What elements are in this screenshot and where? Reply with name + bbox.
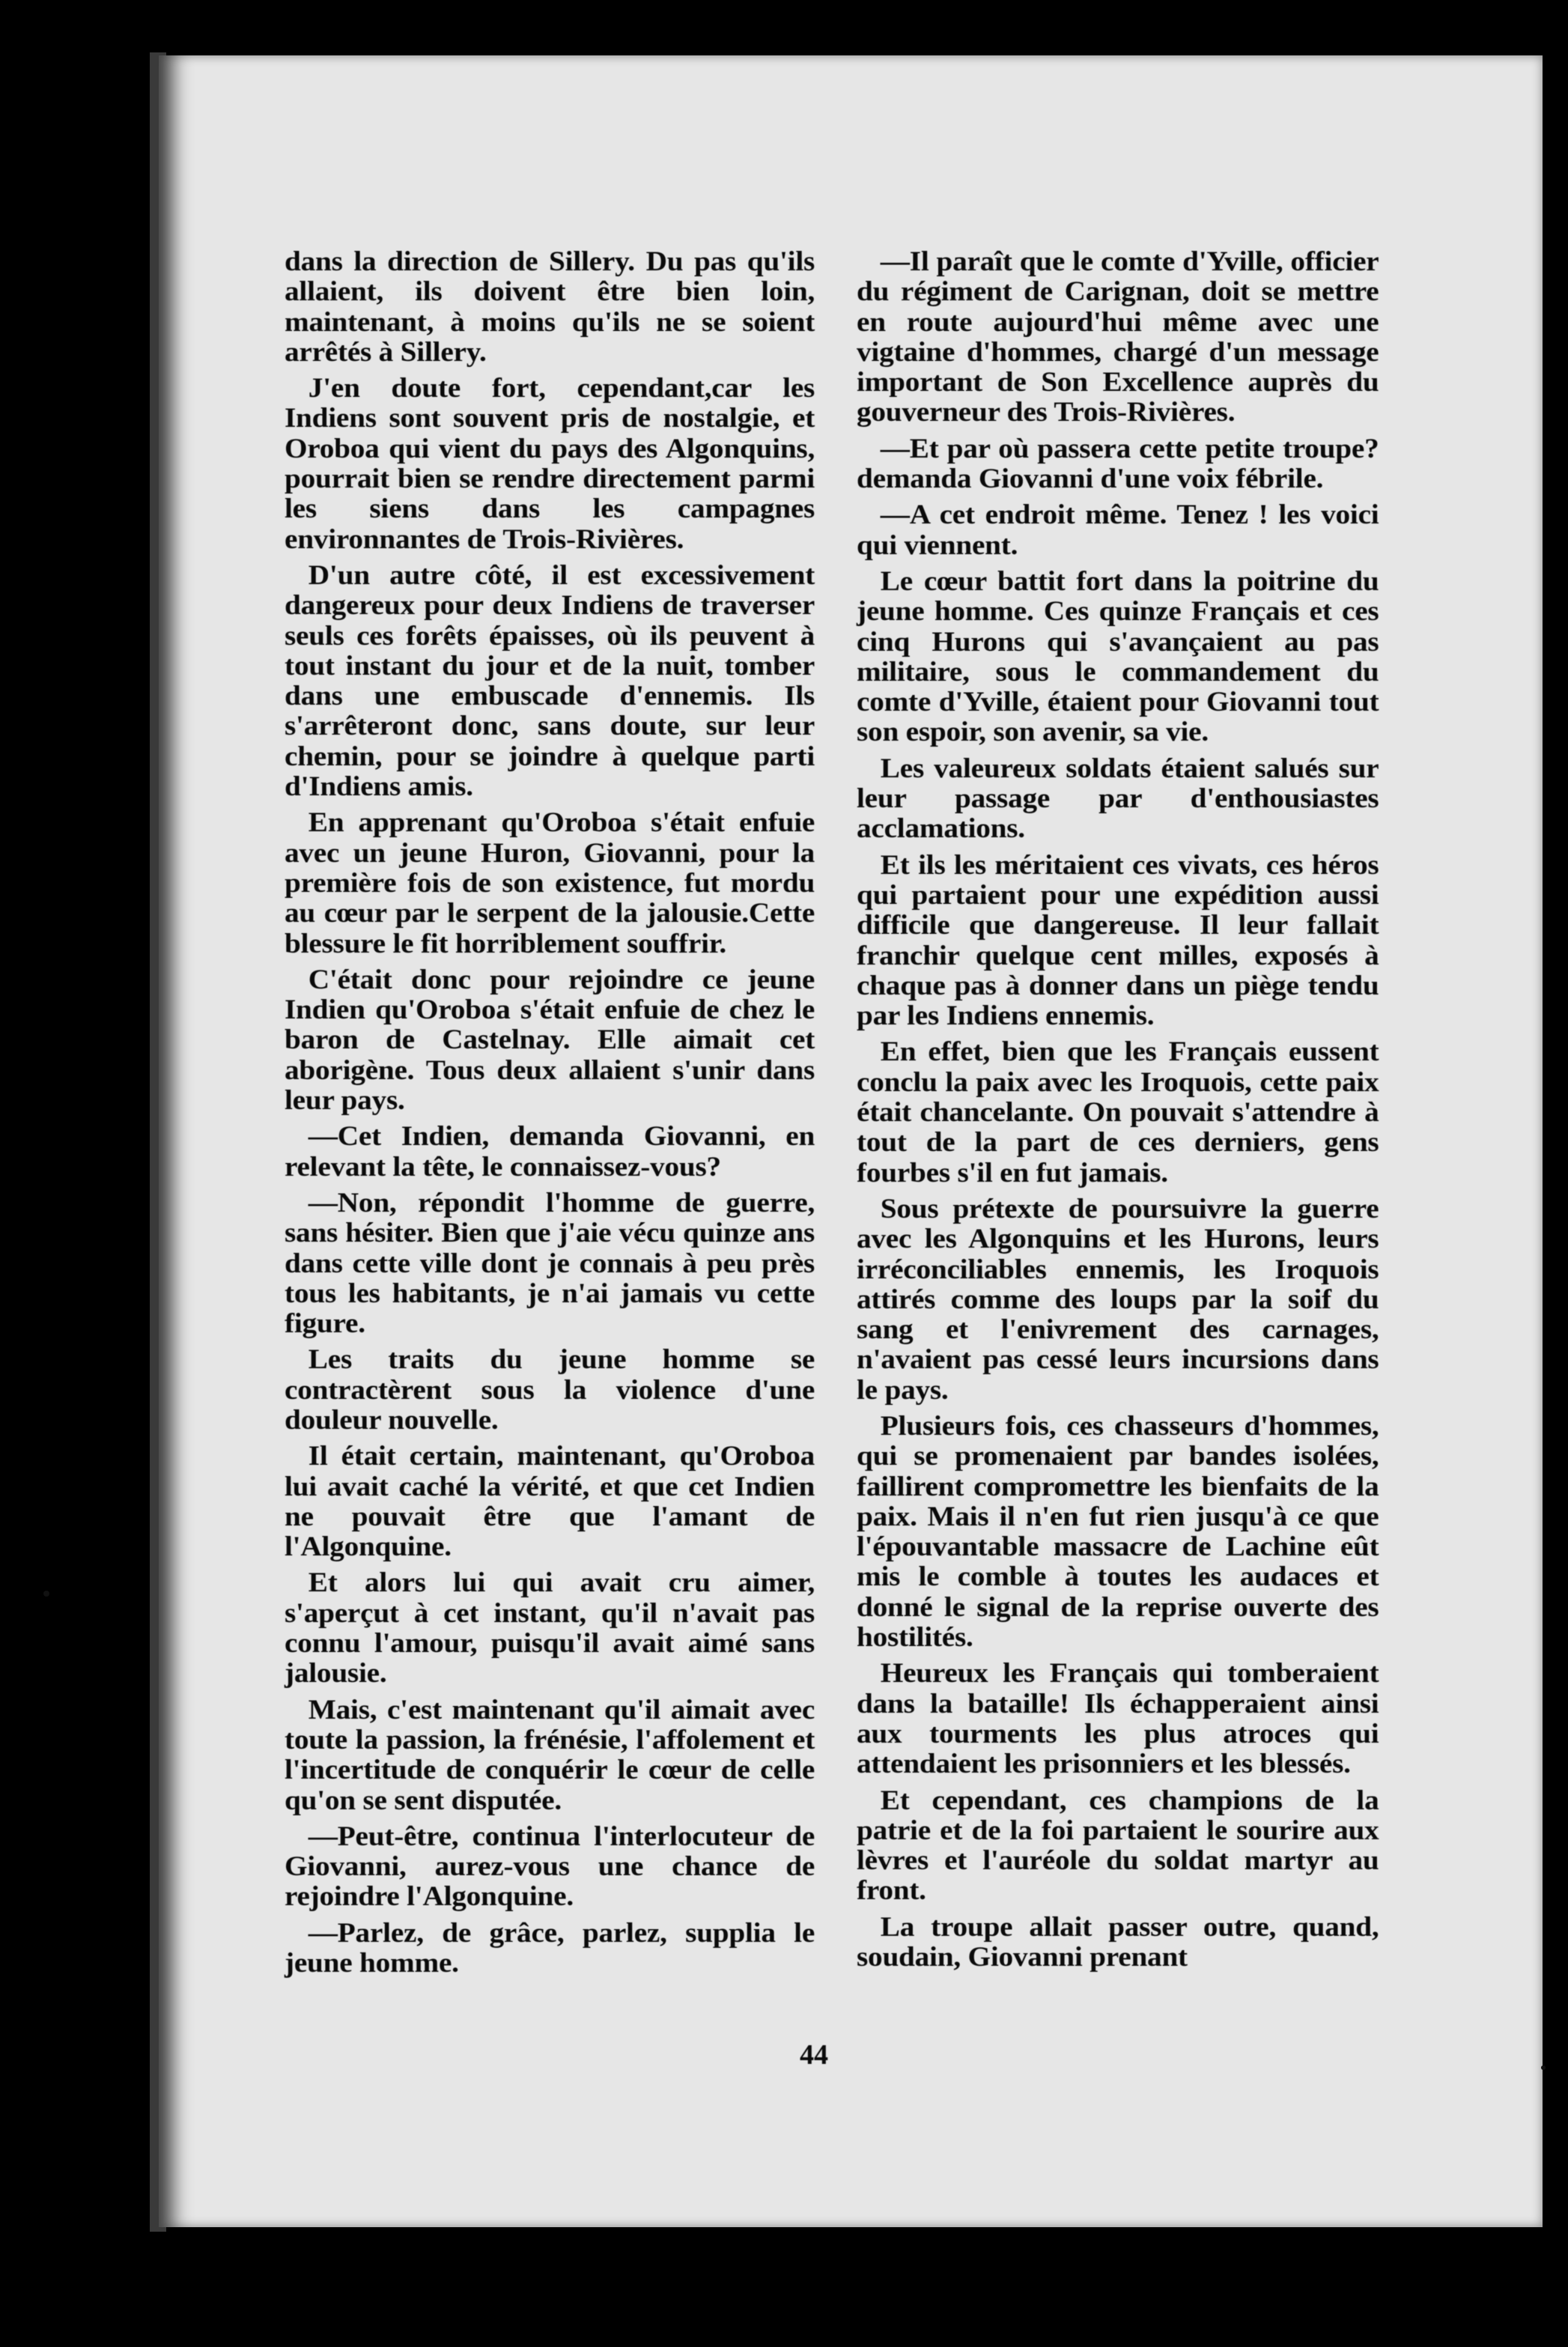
paragraph: J'en doute fort, cependant,car les Indiens sont souvent pris de nostalgie, et Oroboa qui vient du pays des Algonquins, pourrait bien se rendre directement parmi les siens dans les campagnes environnantes de Trois-Rivières.: [285, 373, 815, 555]
paragraph: En effet, bien que les Français eussent conclu la paix avec les Iroquois, cette paix était chancelante. On pouvait s'attendre à tout de la part de ces derniers, gens fourbes s'il en fut jamais.: [857, 1036, 1379, 1188]
paragraph: En apprenant qu'Oroboa s'était enfuie avec un jeune Huron, Giovanni, pour la première fois de son existence, fut mordu au cœur par le serpent de la jalousie.Cette blessure le fit horriblement souffrir.: [285, 807, 815, 959]
paragraph: —Non, répondit l'homme de guerre, sans hésiter. Bien que j'aie vécu quinze ans dans cette ville dont je connais à peu près tous les habitants, je n'ai jamais vu cette figure.: [285, 1187, 815, 1340]
paragraph: Les valeureux soldats étaient salués sur leur passage par d'enthousiastes acclamations.: [857, 753, 1379, 845]
paragraph: La troupe allait passer outre, quand, soudain, Giovanni prenant: [857, 1911, 1379, 1973]
paragraph: Il était certain, maintenant, qu'Oroboa lui avait caché la vérité, et que cet Indien ne pouvait être que l'amant de l'Algonquine.: [285, 1441, 815, 1563]
paragraph: —Et par où passera cette petite troupe? demanda Giovanni d'une voix fébrile.: [857, 433, 1379, 495]
paragraph: Et cependant, ces champions de la patrie et de la foi partaient le sourire aux lèvres et l'auréole du soldat martyr au front.: [857, 1785, 1379, 1907]
page-number: 44: [800, 2039, 828, 2071]
paragraph: Sous prétexte de poursuivre la guerre avec les Algonquins et les Hurons, leurs irréconciliables ennemis, les Iroquois attirés comme des loups par la soif du sang et l'enivrement des carnages, n'avaient pas cessé leurs incursions dans le pays.: [857, 1193, 1379, 1406]
paragraph: —Peut-être, continua l'interlocuteur de Giovanni, aurez-vous une chance de rejoindre l'Algonquine.: [285, 1821, 815, 1913]
paragraph: Et ils les méritaient ces vivats, ces héros qui partaient pour une expédition aussi difficile que dangereuse. Il leur fallait franchir quelque cent milles, exposés à chaque pas à donner dans un piège tendu par les Indiens ennemis.: [857, 849, 1379, 1032]
paragraph: —A cet endroit même. Tenez ! les voici qui viennent.: [857, 500, 1379, 561]
scan-speck: [1541, 2065, 1546, 2070]
paragraph: —Parlez, de grâce, parlez, supplia le jeune homme.: [285, 1917, 815, 1979]
paragraph: Le cœur battit fort dans la poitrine du jeune homme. Ces quinze Français et ces cinq Hurons qui s'avançaient au pas militaire, sous le commandement du comte d'Yville, étaient pour Giovanni tout son espoir, son avenir, sa vie.: [857, 565, 1379, 748]
text-column-right: [857, 247, 1379, 1979]
paragraph: C'était donc pour rejoindre ce jeune Indien qu'Oroboa s'était enfuie de chez le baron de Castelnay. Elle aimait cet aborigène. Tous deux allaient s'unir dans leur pays.: [285, 964, 815, 1117]
text-column-left: [285, 247, 815, 1985]
paragraph: Et alors lui qui avait cru aimer, s'aperçut à cet instant, qu'il n'avait pas connu l'amour, puisqu'il avait aimé sans jalousie.: [285, 1567, 815, 1689]
paragraph: —Il paraît que le comte d'Yville, officier du régiment de Carignan, doit se mettre en route aujourd'hui même avec une vigtaine d'hommes, chargé d'un message important de Son Excellence auprès du gouverneur des Trois-Rivières.: [857, 246, 1379, 428]
paragraph: Mais, c'est maintenant qu'il aimait avec toute la passion, la frénésie, l'affolement et l'incertitude de conquérir le cœur de celle qu'on se sent disputée.: [285, 1694, 815, 1816]
paragraph: D'un autre côté, il est excessivement dangereux pour deux Indiens de traverser seuls ces forêts épaisses, où ils peuvent à tout instant du jour et de la nuit, tomber dans une embuscade d'ennemis. Ils s'arrêteront donc, sans doute, sur leur chemin, pour se joindre à quelque parti d'Indiens amis.: [285, 559, 815, 803]
paragraph: Plusieurs fois, ces chasseurs d'hommes, qui se promenaient par bandes isolées, faillirent compromettre les bienfaits de la paix. Mais il n'en fut rien jusqu'à ce que l'épouvantable massacre de Lachine eût mis le comble à toutes les audaces et donné le signal de la reprise ouverte des hostilités.: [857, 1410, 1379, 1654]
scan-speck: [43, 1591, 49, 1597]
paragraph: dans la direction de Sillery. Du pas qu'ils allaient, ils doivent être bien loin, maintenant, à moins qu'ils ne se soient arrêtés à Sillery.: [285, 246, 815, 368]
paragraph: Les traits du jeune homme se contractèrent sous la violence d'une douleur nouvelle.: [285, 1344, 815, 1436]
paragraph: Heureux les Français qui tomberaient dans la bataille! Ils échapperaient ainsi aux tourments les plus atroces qui attendaient les prisonniers et les blessés.: [857, 1658, 1379, 1780]
paragraph: —Cet Indien, demanda Giovanni, en relevant la tête, le connaissez-vous?: [285, 1121, 815, 1182]
